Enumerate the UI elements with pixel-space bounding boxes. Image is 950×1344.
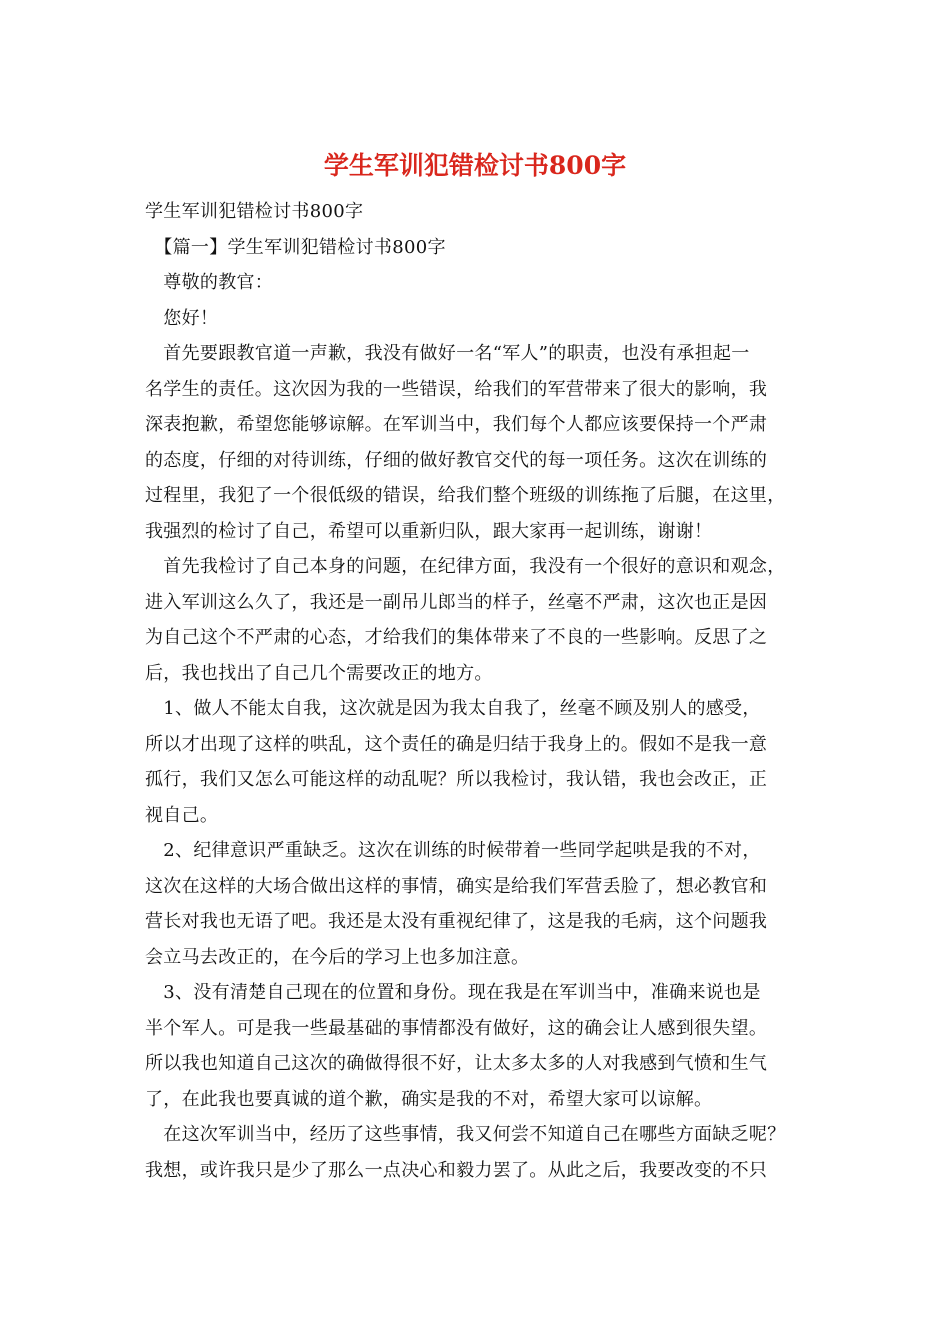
document-line: 我想，或许我只是少了那么一点决心和毅力罢了。从此之后，我要改变的不只 (145, 1159, 768, 1181)
document-line: 所以才出现了这样的哄乱，这个责任的确是归结于我身上的。假如不是我一意 (145, 733, 768, 755)
document-line: 视自己。 (145, 804, 219, 826)
document-line: 的态度，仔细的对待训练，仔细的做好教官交代的每一项任务。这次在训练的 (145, 449, 768, 471)
document-line: 这次在这样的大场合做出这样的事情，确实是给我们军营丢脸了，想必教官和 (145, 875, 768, 897)
document-line: 3、没有清楚自己现在的位置和身份。现在我是在军训当中，准确来说也是 (145, 982, 761, 1003)
document-line: 营长对我也无语了吧。我还是太没有重视纪律了，这是我的毛病，这个问题我 (145, 911, 768, 932)
document-line: 所以我也知道自己这次的确做得很不好，让太多太多的人对我感到气愤和生气 (145, 1053, 768, 1074)
document-line: 名学生的责任。这次因为我的一些错误，给我们的军营带来了很大的影响，我 (145, 378, 768, 400)
document-line: 会立马去改正的，在今后的学习上也多加注意。 (145, 946, 530, 968)
document-line: 后，我也找出了自己几个需要改正的地方。 (145, 662, 493, 684)
document-line: 进入军训这么久了，我还是一副吊儿郎当的样子，丝毫不严肃，这次也正是因 (145, 591, 768, 613)
document-line: 过程里，我犯了一个很低级的错误，给我们整个班级的训练拖了后腿，在这里， (145, 485, 786, 506)
document-line: 了，在此我也要真诚的道个歉，确实是我的不对，希望大家可以谅解。 (145, 1088, 713, 1110)
document-line: 为自己这个不严肃的心态，才给我们的集体带来了不良的一些影响。反思了之 (145, 627, 768, 648)
document-line: 首先我检讨了自己本身的问题，在纪律方面，我没有一个很好的意识和观念， (145, 556, 786, 577)
document-line: 1、做人不能太自我，这次就是因为我太自我了，丝毫不顾及别人的感受， (145, 698, 761, 719)
document-subtitle: 学生军训犯错检讨书800字 (145, 201, 364, 222)
document-line: 2、纪律意识严重缺乏。这次在训练的时候带着一些同学起哄是我的不对， (145, 840, 761, 861)
document-title: 学生军训犯错检讨书800字 (323, 151, 627, 180)
document-line: 尊敬的教官： (145, 272, 274, 293)
document-line: 首先要跟教官道一声歉，我没有做好一名“军人”的职责，也没有承担起一 (145, 343, 750, 364)
document-line: 半个军人。可是我一些最基础的事情都没有做好，这的确会让人感到很失望。 (145, 1017, 768, 1039)
document-line: 深表抱歉，希望您能够谅解。在军训当中，我们每个人都应该要保持一个严肃 (145, 414, 768, 435)
document-line: 在这次军训当中，经历了这些事情，我又何尝不知道自己在哪些方面缺乏呢？ (145, 1124, 786, 1145)
document-line: 您好！ (145, 307, 219, 329)
document-line: 我强烈的检讨了自己，希望可以重新归队，跟大家再一起训练，谢谢！ (145, 520, 713, 542)
document-line: 【篇一】学生军训犯错检讨书800字 (145, 236, 446, 258)
document-line: 孤行，我们又怎么可能这样的动乱呢？所以我检讨，我认错，我也会改正，正 (145, 769, 768, 790)
